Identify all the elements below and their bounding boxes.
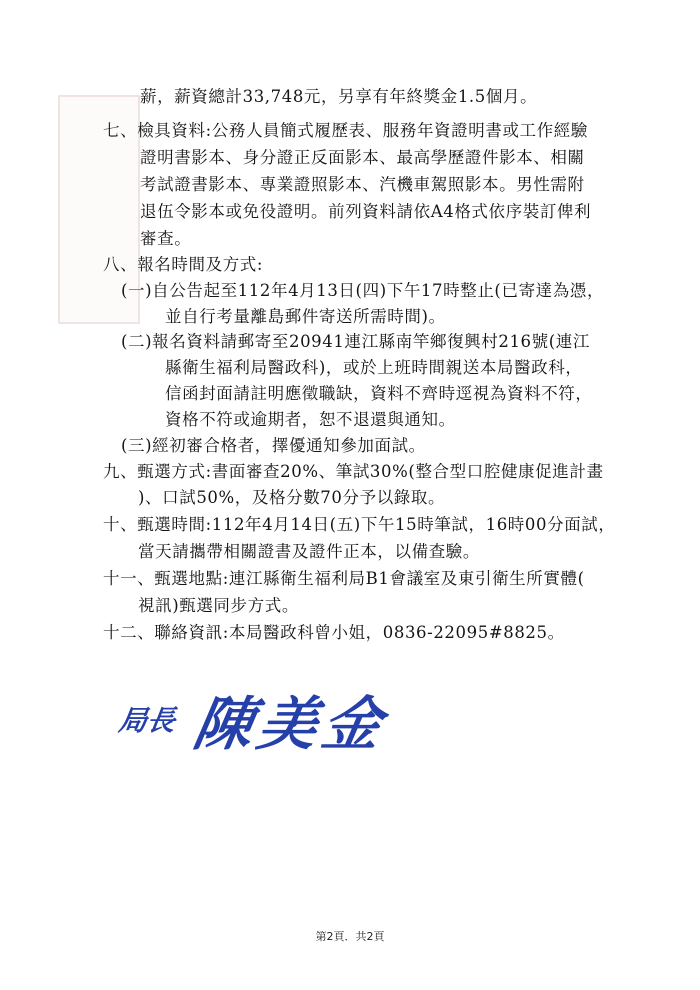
item-8-sub-1-cont: 並自行考量離島郵件寄送所需時間)。 — [165, 307, 446, 326]
item-9-heading: 九、甄選方式:書面審查20%、筆試30%(整合型口腔健康促進計畫 — [103, 462, 604, 481]
page-number-footer: 第2頁．共2頁 — [315, 930, 385, 943]
item-8-sub-2-cont-2: 信函封面請註明應徵職缺，資料不齊時逕視為資料不符， — [165, 384, 593, 403]
item-7-line-2: 證明書影本、身分證正反面影本、最高學歷證件影本、相關 — [140, 148, 585, 167]
svg-text:局長: 局長 — [116, 704, 178, 737]
item-7-line-4: 退伍令影本或免役證明。前列資料請依A4格式依序裝訂俾利 — [140, 202, 592, 221]
item-11-heading: 十一、甄選地點:連江縣衛生福利局B1會議室及東引衛生所實體( — [103, 569, 585, 588]
item-9-cont: )、口試50%，及格分數70分予以錄取。 — [138, 488, 446, 507]
salary-line: 薪，薪資總計33,748元，另享有年終獎金1.5個月。 — [140, 87, 538, 106]
item-10-cont: 當天請攜帶相關證書及證件正本，以備查驗。 — [138, 542, 480, 561]
item-7-heading: 七、檢具資料:公務人員簡式履歷表、服務年資證明書或工作經驗 — [103, 121, 588, 140]
item-8-heading: 八、報名時間及方式: — [103, 255, 264, 274]
item-7-line-3: 考試證書影本、專業證照影本、汽機車駕照影本。男性需附 — [140, 175, 585, 194]
item-11-cont: 視訊)甄選同步方式。 — [138, 596, 299, 615]
item-8-sub-2-cont-3: 資格不符或逾期者，恕不退還與通知。 — [165, 410, 456, 429]
svg-text:陳美金: 陳美金 — [188, 689, 393, 758]
item-8-sub-1: (一)自公告起至112年4月13日(四)下午17時整止(已寄達為憑， — [121, 281, 605, 300]
item-12-contact: 十二、聯絡資訊:本局醫政科曾小姐，0836-22095#8825。 — [103, 623, 565, 642]
item-8-sub-2: (二)報名資料請郵寄至20941連江縣南竿鄉復興村216號(連江 — [121, 332, 590, 351]
signature-seal-icon — [116, 678, 425, 768]
item-8-sub-3: (三)經初審合格者，擇優通知參加面試。 — [121, 436, 426, 455]
director-signature-seal — [116, 678, 425, 768]
item-10-heading: 十、甄選時間:112年4月14日(五)下午15時筆試，16時00分面試， — [103, 515, 616, 534]
item-7-line-5: 審查。 — [140, 229, 192, 248]
item-8-sub-2-cont-1: 縣衛生福利局醫政科)，或於上班時間親送本局醫政科， — [165, 358, 583, 377]
